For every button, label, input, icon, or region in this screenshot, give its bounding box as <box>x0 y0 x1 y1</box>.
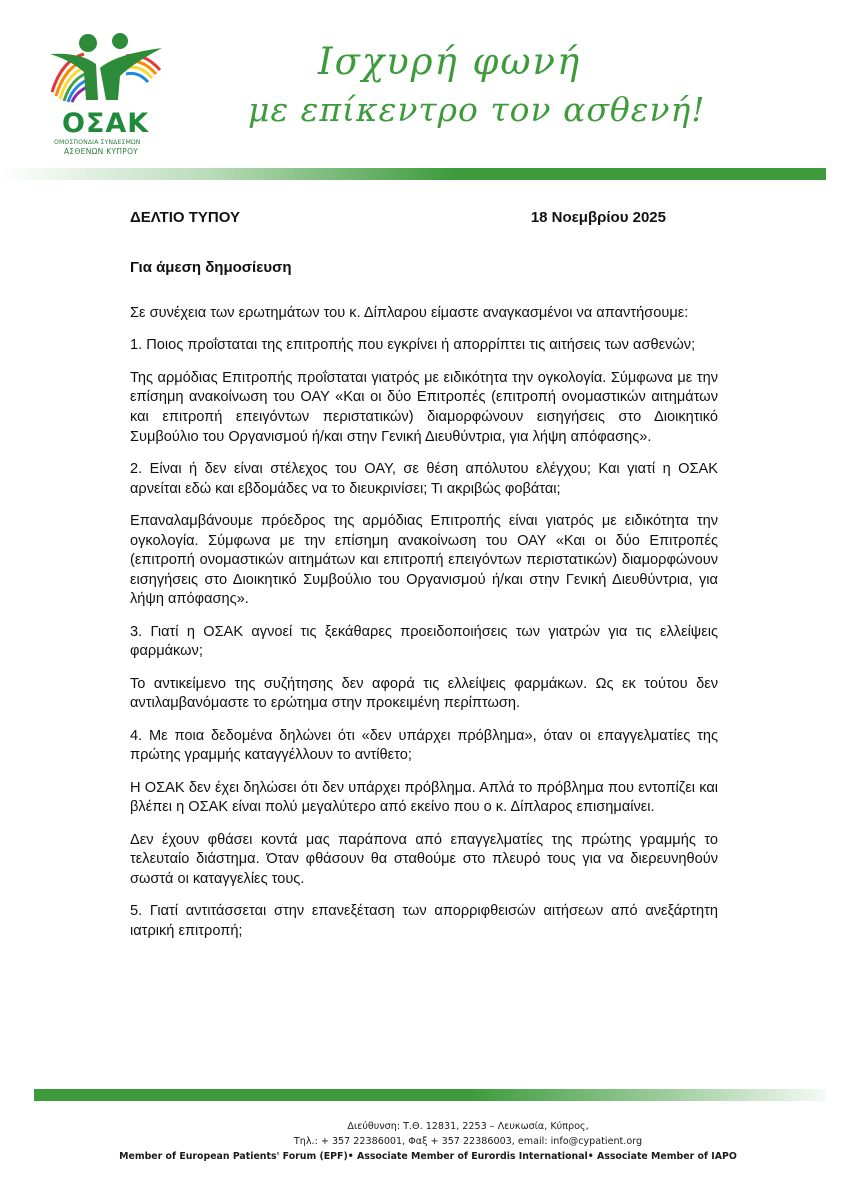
org-name: ΟΣΑΚ <box>62 108 150 139</box>
paragraph: 1. Ποιος προΐσταται της επιτροπής που εγκρίνει ή απορρίπτει τις αιτήσεις των ασθενών; <box>130 337 696 354</box>
paragraph: 4. Με ποια δεδομένα δηλώνει ότι «δεν υπάρχει πρόβλημα», όταν οι επαγγελματίες της πρώτης γραμμής καταγγέλλουν το αντίθετο; <box>130 727 718 764</box>
paragraph: Της αρμόδιας Επιτροπής προΐσταται γιατρός με ειδικότητα την ογκολογία. Σύμφωνα με την επίσημη ανακοίνωση του ΟΑΥ «Και οι δύο Επιτροπές (επιτροπή ονομαστικών αιτημάτων και επιτροπή επειγόντων περιστατικών) διαμορφώνουν εισηγήσεις στο Διοικητικό Συμβούλιο του Οργανισμού ή/και στην Γενική Διευθύντρια, για λήψη απόφασης». <box>130 369 718 445</box>
footer-contact: Τηλ.: + 357 22386001, Φαξ + 357 22386003, email: info@cypatient.org <box>293 1136 643 1147</box>
footer-address: Διεύθυνση: Τ.Θ. 12831, 2253 – Λευκωσία, Κύπρος, <box>347 1121 589 1132</box>
paragraph: Σε συνέχεια των ερωτημάτων του κ. Δίπλαρου είμαστε αναγκασμένοι να απαντήσουμε: <box>130 305 689 321</box>
footer-divider-bar <box>34 1089 826 1101</box>
slogan-line-2: με επίκεντρο τον ασθενή! <box>248 90 706 129</box>
paragraph: Επαναλαμβάνουμε πρόεδρος της αρμόδιας Επιτροπής είναι γιατρός με ειδικότητα την ογκολογία. Σύμφωνα με την επίσημη ανακοίνωση του ΟΑΥ «Και οι δύο Επιτροπές (επιτροπή ονομαστικών αιτημάτων και επιτροπή επειγόντων περιστατικών) διαμορφώνουν εισηγήσεις στο Διοικητικό Συμβούλιο του Οργανισμού ή/και στην Γενική Διευθύντρια, για λήψη απόφασης». <box>130 512 718 608</box>
paragraph: 2. Είναι ή δεν είναι στέλεχος του ΟΑΥ, σε θέση απόλυτου ελέγχου; Και γιατί η ΟΣΑΚ αρνείται εδώ και εβδομάδες να το διευκρινίσει; Τι ακριβώς φοβάται; <box>130 460 718 497</box>
osak-logo-figures-icon <box>40 30 170 110</box>
paragraph: Η ΟΣΑΚ δεν έχει δηλώσει ότι δεν υπάρχει πρόβλημα. Απλά το πρόβλημα που εντοπίζει και βλέπει η ΟΣΑΚ είναι πολύ μεγαλύτερο από εκείνο που ο κ. Δίπλαρος επισημαίνει. <box>130 779 718 816</box>
paragraph: 3. Γιατί η ΟΣΑΚ αγνοεί τις ξεκάθαρες προειδοποιήσεις των γιατρών για τις ελλείψεις φαρμάκων; <box>130 623 718 660</box>
footer-memberships: Member of European Patients' Forum (EPF)• Associate Member of Eurordis International• Associate Member of IAPO <box>119 1151 737 1162</box>
document-date: 18 Νοεμβρίου 2025 <box>530 209 666 226</box>
document-body <box>130 304 718 954</box>
paragraph: 5. Γιατί αντιτάσσεται στην επανεξέταση των απορριφθεισών αιτήσεων από ανεξάρτητη ιατρική επιτροπή; <box>130 903 718 939</box>
document-type-label: ΔΕΛΤΙΟ ΤΥΠΟΥ <box>130 209 240 226</box>
slogan-line-1: Ισχυρή φωνή <box>318 40 582 83</box>
org-subtitle-line-2: ΑΣΘΕΝΩΝ ΚΥΠΡΟΥ <box>64 147 139 156</box>
paragraph: Δεν έχουν φθάσει κοντά μας παράπονα από επαγγελματίες της πρώτης γραμμής το τελευταίο διάστημα. Όταν φθάσουν θα σταθούμε στο πλευρό τους για να διερευνηθούν σωστά οι καταγγελίες τους. <box>130 831 718 887</box>
org-subtitle-line-1: ΟΜΟΣΠΟΝΔΙΑ ΣΥΝΔΕΣΜΩΝ <box>54 139 141 146</box>
paragraph: Το αντικείμενο της συζήτησης δεν αφορά τις ελλείψεις φαρμάκων. Ως εκ τούτου δεν αντιλαμβανόμαστε το ερώτημα στην προκειμένη περίπτωση. <box>130 675 718 712</box>
release-note: Για άμεση δημοσίευση <box>130 259 292 276</box>
header-divider-bar <box>0 168 826 180</box>
document-heading-row <box>130 209 666 226</box>
